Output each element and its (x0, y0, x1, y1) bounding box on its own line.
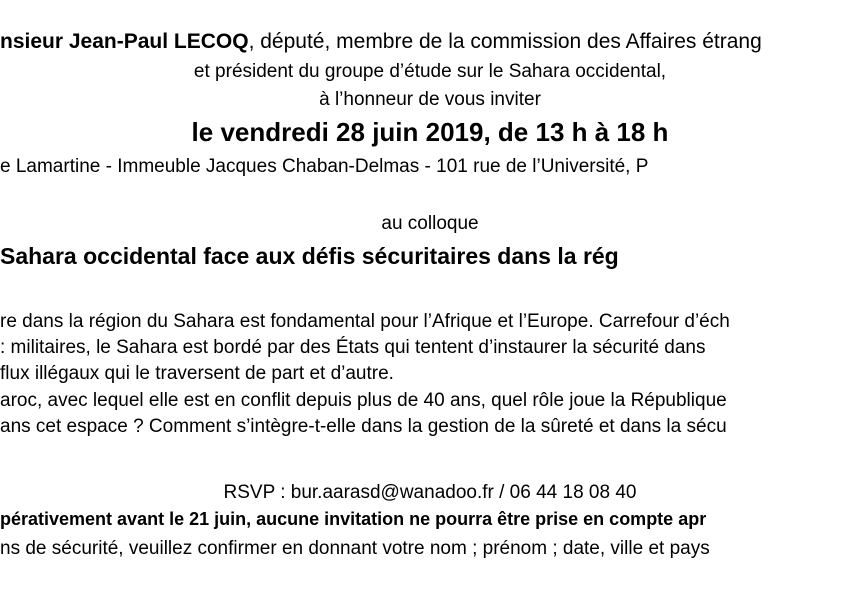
host-role-line: et président du groupe d’étude sur le Sahara occidental, (193, 61, 667, 82)
host-line (0, 31, 762, 52)
deadline-line: pérativement avant le 21 juin, aucune invitation ne pourra être prise en compte apr (0, 509, 707, 529)
host-name: nsieur Jean-Paul LECOQ (0, 30, 249, 53)
event-date: le vendredi 28 juin 2019, de 13 h à 18 h (191, 117, 669, 147)
security-line: ns de sécurité, veuillez confirmer en donnant votre nom ; prénom ; date, ville et pays (0, 538, 710, 559)
body-line: : militaires, le Sahara est bordé par des États qui tentent d’instaurer la sécurité dans (0, 337, 706, 358)
invite-line: à l’honneur de vous inviter (319, 89, 541, 110)
colloque-title: Sahara occidental face aux défis sécuritaires dans la rég (0, 243, 619, 269)
body-line: ans cet espace ? Comment s’intègre-t-elle dans la gestion de la sûreté et dans la sécu (0, 416, 727, 437)
body-line: flux illégaux qui le traversent de part et d’autre. (0, 363, 394, 384)
colloque-intro: au colloque (381, 213, 479, 234)
rsvp-line: RSVP : bur.aarasd@wanadoo.fr / 06 44 18 08 40 (223, 482, 637, 503)
host-title: , député, membre de la commission des Affaires étrang (248, 30, 762, 53)
event-venue: e Lamartine - Immeuble Jacques Chaban-Delmas - 101 rue de l’Université, P (0, 156, 649, 177)
body-line: aroc, avec lequel elle est en conflit depuis plus de 40 ans, quel rôle joue la République (0, 390, 727, 411)
body-line: re dans la région du Sahara est fondamental pour l’Afrique et l’Europe. Carrefour d’éch (0, 311, 730, 332)
